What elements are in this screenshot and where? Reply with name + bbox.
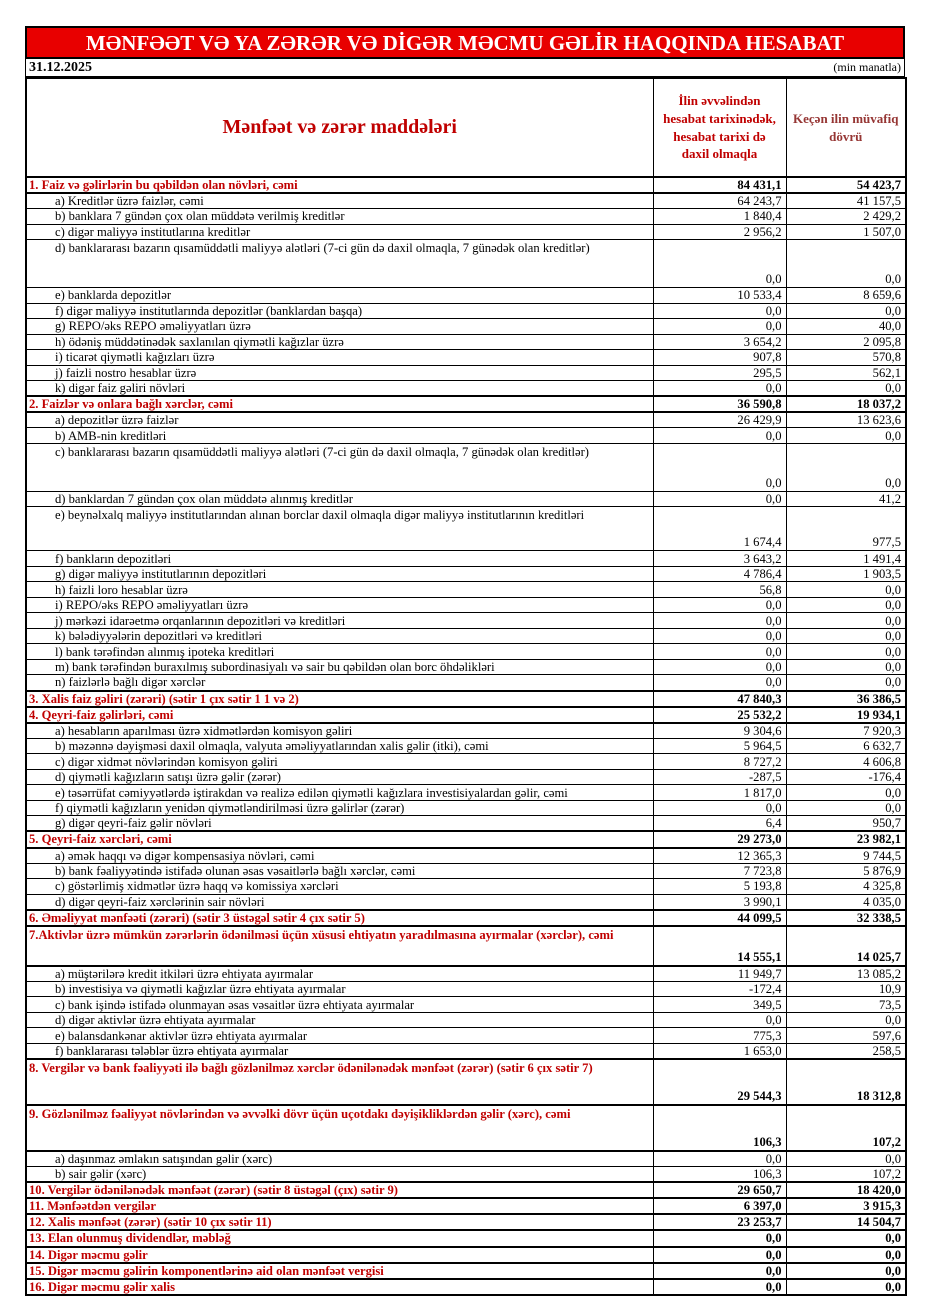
table-row xyxy=(26,981,906,997)
prior-period-value: 0,0 xyxy=(786,443,906,491)
row-label: n) faizlərlə bağlı digər xərclər xyxy=(26,675,653,691)
current-period-value: 1 817,0 xyxy=(653,785,786,801)
current-period-value: 907,8 xyxy=(653,350,786,366)
row-label: f) banklararası tələblər üzrə ehtiyata ayırmalar xyxy=(26,1043,653,1059)
current-period-value: 2 956,2 xyxy=(653,224,786,240)
table-row xyxy=(26,193,906,209)
row-label: a) Kreditlər üzrə faizlər, cəmi xyxy=(26,193,653,209)
table-row xyxy=(26,551,906,567)
row-label: 10. Vergilər ödənilənədək mənfəət (zərər) (sətir 8 üstəgəl (çıx) sətir 9) xyxy=(26,1182,653,1198)
row-label: b) banklara 7 gündən çox olan müddətə verilmiş kreditlər xyxy=(26,209,653,225)
row-label: 9. Gözlənilməz fəaliyyət növlərindən və əvvəlki dövr üçün uçotdakı dəyişikliklərdən gəlir (xərc), cəmi xyxy=(26,1105,653,1151)
current-period-value: 3 990,1 xyxy=(653,894,786,910)
items-column-header: Mənfəət və zərər maddələri xyxy=(26,78,653,177)
table-row xyxy=(26,966,906,982)
table-row xyxy=(26,1059,906,1105)
prior-period-value: 597,6 xyxy=(786,1028,906,1044)
table-row xyxy=(26,879,906,895)
row-label: l) bank tərəfindən alınmış ipoteka kreditləri xyxy=(26,644,653,660)
current-period-value: 12 365,3 xyxy=(653,848,786,864)
row-label: 8. Vergilər və bank fəaliyyəti ilə bağlı gözlənilməz xərclər ödənilənədək mənfəət (zərər) (sətir 6 çıx sətir 7) xyxy=(26,1059,653,1105)
table-row xyxy=(26,1182,906,1198)
report-table-body xyxy=(26,177,906,1295)
current-period-value: 0,0 xyxy=(653,319,786,335)
row-label: c) göstərlimiş xidmətlər üzrə haqq və komissiya xərcləri xyxy=(26,879,653,895)
current-period-value: 9 304,6 xyxy=(653,723,786,739)
table-row xyxy=(26,303,906,319)
table-row xyxy=(26,381,906,397)
prior-period-value: 0,0 xyxy=(786,1263,906,1279)
table-row xyxy=(26,644,906,660)
current-period-value: 29 650,7 xyxy=(653,1182,786,1198)
current-period-value: 64 243,7 xyxy=(653,193,786,209)
table-row xyxy=(26,863,906,879)
table-row xyxy=(26,177,906,193)
prior-period-value: 0,0 xyxy=(786,1247,906,1263)
table-row xyxy=(26,428,906,444)
current-period-value: 47 840,3 xyxy=(653,691,786,707)
current-period-value: 0,0 xyxy=(653,800,786,816)
prior-period-value: 10,9 xyxy=(786,981,906,997)
row-label: i) ticarət qiymətli kağızları üzrə xyxy=(26,350,653,366)
current-period-value: 8 727,2 xyxy=(653,754,786,770)
row-label: h) ödəniş müddətinədək saxlanılan qiymətli kağızlar üzrə xyxy=(26,334,653,350)
unit-note: (min manatla) xyxy=(833,60,901,74)
row-label: 6. Əməliyyat mənfəəti (zərəri) (sətir 3 üstəgəl sətir 4 çıx sətir 5) xyxy=(26,910,653,926)
prior-period-value: 0,0 xyxy=(786,381,906,397)
prior-period-value: 19 934,1 xyxy=(786,707,906,723)
current-period-value: 11 949,7 xyxy=(653,966,786,982)
table-row xyxy=(26,754,906,770)
table-row xyxy=(26,597,906,613)
current-period-value: 44 099,5 xyxy=(653,910,786,926)
current-period-value: 106,3 xyxy=(653,1167,786,1183)
row-label: f) bankların depozitləri xyxy=(26,551,653,567)
prior-period-value: 23 982,1 xyxy=(786,831,906,847)
table-row xyxy=(26,691,906,707)
prior-period-value: 0,0 xyxy=(786,582,906,598)
table-row xyxy=(26,334,906,350)
report-meta-row xyxy=(25,59,905,77)
row-label: d) qiymətli kağızların satışı üzrə gəlir (zərər) xyxy=(26,769,653,785)
prior-period-value: 9 744,5 xyxy=(786,848,906,864)
prior-period-value: 0,0 xyxy=(786,1230,906,1246)
prior-period-value: 0,0 xyxy=(786,428,906,444)
table-row xyxy=(26,723,906,739)
current-period-value: 0,0 xyxy=(653,597,786,613)
current-period-value: 10 533,4 xyxy=(653,288,786,304)
row-label: d) digər aktivlər üzrə ehtiyata ayırmalar xyxy=(26,1012,653,1028)
table-row xyxy=(26,848,906,864)
row-label: 13. Elan olunmuş dividendlər, məbləğ xyxy=(26,1230,653,1246)
current-period-value: -172,4 xyxy=(653,981,786,997)
prior-period-value: 6 632,7 xyxy=(786,738,906,754)
current-period-value: 5 964,5 xyxy=(653,738,786,754)
row-label: a) hesabların aparılması üzrə xidmətlərdən komisyon gəliri xyxy=(26,723,653,739)
prior-period-value: 18 037,2 xyxy=(786,396,906,412)
row-label: g) digər qeyri-faiz gəlir növləri xyxy=(26,816,653,832)
table-row xyxy=(26,1028,906,1044)
current-period-value: 7 723,8 xyxy=(653,863,786,879)
row-label: j) faizli nostro hesablar üzrə xyxy=(26,365,653,381)
current-period-value: 0,0 xyxy=(653,428,786,444)
current-period-value: 6,4 xyxy=(653,816,786,832)
row-label: j) mərkəzi idarəetmə orqanlarının depozitləri və kreditləri xyxy=(26,613,653,629)
current-period-value: 36 590,8 xyxy=(653,396,786,412)
row-label: d) banklardan 7 gündən çox olan müddətə alınmış kreditlər xyxy=(26,491,653,507)
prior-period-value: 8 659,6 xyxy=(786,288,906,304)
prior-period-value: 107,2 xyxy=(786,1105,906,1151)
row-label: a) əmək haqqı və digər kompensasiya növləri, cəmi xyxy=(26,848,653,864)
current-period-value: 295,5 xyxy=(653,365,786,381)
prior-period-value: 1 491,4 xyxy=(786,551,906,567)
prior-period-value: 0,0 xyxy=(786,240,906,288)
current-period-value: 0,0 xyxy=(653,381,786,397)
row-label: 3. Xalis faiz gəliri (zərəri) (sətir 1 çıx sətir 1 1 və 2) xyxy=(26,691,653,707)
row-label: e) beynəlxalq maliyyə institutlarından alınan borclar daxil olmaqla digər maliyyə institutlarının kreditləri xyxy=(26,507,653,551)
prior-period-value: 0,0 xyxy=(786,644,906,660)
current-period-value: 23 253,7 xyxy=(653,1214,786,1230)
row-label: 5. Qeyri-faiz xərcləri, cəmi xyxy=(26,831,653,847)
table-row xyxy=(26,707,906,723)
current-period-value: 29 544,3 xyxy=(653,1059,786,1105)
table-row xyxy=(26,1167,906,1183)
table-row xyxy=(26,1043,906,1059)
current-period-value: 0,0 xyxy=(653,1279,786,1295)
current-period-value: 0,0 xyxy=(653,1247,786,1263)
row-label: c) digər xidmət növlərindən komisyon gəliri xyxy=(26,754,653,770)
prior-period-value: 0,0 xyxy=(786,597,906,613)
prior-period-column-header: Keçən ilin müvafiq dövrü xyxy=(786,78,906,177)
prior-period-value: 18 312,8 xyxy=(786,1059,906,1105)
table-row xyxy=(26,412,906,428)
row-label: 1. Faiz və gəlirlərin bu qəbildən olan növləri, cəmi xyxy=(26,177,653,193)
current-period-value: 0,0 xyxy=(653,659,786,675)
table-row xyxy=(26,1012,906,1028)
table-row xyxy=(26,613,906,629)
prior-period-value: 7 920,3 xyxy=(786,723,906,739)
prior-period-value: 0,0 xyxy=(786,628,906,644)
row-label: g) REPO/əks REPO əməliyyatları üzrə xyxy=(26,319,653,335)
prior-period-value: 0,0 xyxy=(786,659,906,675)
prior-period-value: 4 606,8 xyxy=(786,754,906,770)
row-label: b) məzənnə dəyişməsi daxil olmaqla, valyuta əməliyyatlarından xalis gəlir (itki), cəmi xyxy=(26,738,653,754)
current-period-value: 6 397,0 xyxy=(653,1198,786,1214)
row-label: d) digər qeyri-faiz xərclərinin sair növləri xyxy=(26,894,653,910)
row-label: c) banklararası bazarın qısamüddətli maliyyə alətləri (7-ci gün də daxil olmaqla, 7 günədək olan kreditlər) xyxy=(26,443,653,491)
current-period-value: 0,0 xyxy=(653,443,786,491)
prior-period-value: 14 504,7 xyxy=(786,1214,906,1230)
table-row xyxy=(26,1230,906,1246)
table-row xyxy=(26,659,906,675)
row-label: g) digər maliyyə institutlarının depozitləri xyxy=(26,566,653,582)
current-period-value: 0,0 xyxy=(653,675,786,691)
row-label: k) digər faiz gəliri növləri xyxy=(26,381,653,397)
table-row xyxy=(26,224,906,240)
table-row xyxy=(26,1198,906,1214)
table-row xyxy=(26,582,906,598)
row-label: b) AMB-nin kreditləri xyxy=(26,428,653,444)
table-row xyxy=(26,288,906,304)
current-period-value: 0,0 xyxy=(653,644,786,660)
table-row xyxy=(26,816,906,832)
row-label: 14. Digər məcmu gəlir xyxy=(26,1247,653,1263)
table-row xyxy=(26,997,906,1013)
current-period-value: 1 653,0 xyxy=(653,1043,786,1059)
prior-period-value: 40,0 xyxy=(786,319,906,335)
prior-period-value: 950,7 xyxy=(786,816,906,832)
prior-period-value: 54 423,7 xyxy=(786,177,906,193)
current-period-value: 3 643,2 xyxy=(653,551,786,567)
row-label: b) sair gəlir (xərc) xyxy=(26,1167,653,1183)
prior-period-value: 41,2 xyxy=(786,491,906,507)
prior-period-value: 0,0 xyxy=(786,1279,906,1295)
table-row xyxy=(26,785,906,801)
prior-period-value: 2 429,2 xyxy=(786,209,906,225)
table-row xyxy=(26,240,906,288)
table-row xyxy=(26,396,906,412)
table-row xyxy=(26,1279,906,1295)
current-period-value: 26 429,9 xyxy=(653,412,786,428)
current-period-value: 4 786,4 xyxy=(653,566,786,582)
current-period-value: 29 273,0 xyxy=(653,831,786,847)
table-row xyxy=(26,800,906,816)
prior-period-value: 2 095,8 xyxy=(786,334,906,350)
current-period-value: -287,5 xyxy=(653,769,786,785)
row-label: 7.Aktivlər üzrə mümkün zərərlərin ödənilməsi üçün xüsusi ehtiyatın yaradılmasına ayırmalar (xərclər), cəmi xyxy=(26,926,653,966)
current-period-value: 14 555,1 xyxy=(653,926,786,966)
current-period-value: 5 193,8 xyxy=(653,879,786,895)
row-label: c) digər maliyyə institutlarına kreditlər xyxy=(26,224,653,240)
prior-period-value: 0,0 xyxy=(786,800,906,816)
prior-period-value: 73,5 xyxy=(786,997,906,1013)
table-row xyxy=(26,1247,906,1263)
row-label: 12. Xalis mənfəət (zərər) (sətir 10 çıx sətir 11) xyxy=(26,1214,653,1230)
current-period-value: 349,5 xyxy=(653,997,786,1013)
row-label: c) bank işində istifadə olunmayan əsas vəsaitlər üzrə ehtiyata ayırmalar xyxy=(26,997,653,1013)
table-row xyxy=(26,628,906,644)
row-label: e) banklarda depozitlər xyxy=(26,288,653,304)
current-period-value: 775,3 xyxy=(653,1028,786,1044)
prior-period-value: 258,5 xyxy=(786,1043,906,1059)
current-period-value: 25 532,2 xyxy=(653,707,786,723)
prior-period-value: 3 915,3 xyxy=(786,1198,906,1214)
prior-period-value: 4 035,0 xyxy=(786,894,906,910)
row-label: b) bank fəaliyyətində istifadə olunan əsas vəsaitlərlə bağlı xərclər, cəmi xyxy=(26,863,653,879)
report-date: 31.12.2025 xyxy=(29,59,92,75)
prior-period-value: 32 338,5 xyxy=(786,910,906,926)
row-label: m) bank tərəfindən buraxılmış subordinasiyalı və sair bu qəbildən olan borc öhdəlikləri xyxy=(26,659,653,675)
prior-period-value: 570,8 xyxy=(786,350,906,366)
table-row xyxy=(26,443,906,491)
prior-period-value: 0,0 xyxy=(786,303,906,319)
current-period-value: 0,0 xyxy=(653,240,786,288)
prior-period-value: 0,0 xyxy=(786,613,906,629)
table-row xyxy=(26,675,906,691)
table-row xyxy=(26,507,906,551)
report-title-banner xyxy=(25,26,905,59)
current-period-value: 1 674,4 xyxy=(653,507,786,551)
current-period-value: 0,0 xyxy=(653,613,786,629)
prior-period-value: 107,2 xyxy=(786,1167,906,1183)
row-label: 16. Digər məcmu gəlir xalis xyxy=(26,1279,653,1295)
prior-period-value: 36 386,5 xyxy=(786,691,906,707)
current-period-value: 0,0 xyxy=(653,491,786,507)
row-label: d) banklararası bazarın qısamüddətli maliyyə alətləri (7-ci gün də daxil olmaqla, 7 günədək olan kreditlər) xyxy=(26,240,653,288)
current-period-value: 0,0 xyxy=(653,1012,786,1028)
prior-period-value: 0,0 xyxy=(786,1012,906,1028)
table-row xyxy=(26,350,906,366)
prior-period-value: 13 085,2 xyxy=(786,966,906,982)
prior-period-value: 4 325,8 xyxy=(786,879,906,895)
row-label: e) balansdankənar aktivlər üzrə ehtiyata ayırmalar xyxy=(26,1028,653,1044)
row-label: 15. Digər məcmu gəlirin komponentlərinə aid olan mənfəət vergisi xyxy=(26,1263,653,1279)
prior-period-value: 13 623,6 xyxy=(786,412,906,428)
current-period-value: 0,0 xyxy=(653,1230,786,1246)
prior-period-value: 1 507,0 xyxy=(786,224,906,240)
prior-period-value: 562,1 xyxy=(786,365,906,381)
row-label: i) REPO/əks REPO əməliyyatları üzrə xyxy=(26,597,653,613)
table-row xyxy=(26,910,906,926)
table-row xyxy=(26,1105,906,1151)
row-label: a) depozitlər üzrə faizlər xyxy=(26,412,653,428)
prior-period-value: 1 903,5 xyxy=(786,566,906,582)
table-row xyxy=(26,566,906,582)
table-row xyxy=(26,831,906,847)
table-row xyxy=(26,209,906,225)
profit-loss-table xyxy=(25,77,907,1296)
current-period-value: 106,3 xyxy=(653,1105,786,1151)
prior-period-value: 0,0 xyxy=(786,785,906,801)
table-row xyxy=(26,1151,906,1167)
row-label: f) digər maliyyə institutlarında depozitlər (banklardan başqa) xyxy=(26,303,653,319)
table-row xyxy=(26,365,906,381)
row-label: a) müştərilərə kredit itkiləri üzrə ehtiyata ayırmalar xyxy=(26,966,653,982)
table-row xyxy=(26,894,906,910)
current-period-value: 0,0 xyxy=(653,628,786,644)
table-header-row xyxy=(26,78,906,177)
prior-period-value: -176,4 xyxy=(786,769,906,785)
prior-period-value: 0,0 xyxy=(786,675,906,691)
prior-period-value: 41 157,5 xyxy=(786,193,906,209)
prior-period-value: 0,0 xyxy=(786,1151,906,1167)
row-label: f) qiymətli kağızların yenidən qiymətləndirilməsi üzrə gəlirlər (zərər) xyxy=(26,800,653,816)
current-period-value: 0,0 xyxy=(653,303,786,319)
row-label: e) təsərrüfat cəmiyyətlərdə iştirakdan və realizə edilən qiymətli kağızlara investisiyalardan gəlir, cəmi xyxy=(26,785,653,801)
table-row xyxy=(26,1263,906,1279)
table-row xyxy=(26,491,906,507)
row-label: 11. Mənfəətdən vergilər xyxy=(26,1198,653,1214)
current-period-value: 0,0 xyxy=(653,1151,786,1167)
prior-period-value: 5 876,9 xyxy=(786,863,906,879)
row-label: b) investisiya və qiymətli kağızlar üzrə ehtiyata ayırmalar xyxy=(26,981,653,997)
current-period-value: 3 654,2 xyxy=(653,334,786,350)
current-period-value: 0,0 xyxy=(653,1263,786,1279)
table-row xyxy=(26,926,906,966)
current-period-value: 84 431,1 xyxy=(653,177,786,193)
prior-period-value: 18 420,0 xyxy=(786,1182,906,1198)
table-row xyxy=(26,738,906,754)
table-row xyxy=(26,769,906,785)
prior-period-value: 977,5 xyxy=(786,507,906,551)
row-label: 2. Faizlər və onlara bağlı xərclər, cəmi xyxy=(26,396,653,412)
report-title: MƏNFƏƏT VƏ YA ZƏRƏR VƏ DİGƏR MƏCMU GƏLİR HAQQINDA HESABAT xyxy=(85,31,845,55)
table-row xyxy=(26,1214,906,1230)
current-period-value: 56,8 xyxy=(653,582,786,598)
current-period-column-header: İlin əvvəlindən hesabat tarixinədək, hesabat tarixi də daxil olmaqla xyxy=(653,78,786,177)
prior-period-value: 14 025,7 xyxy=(786,926,906,966)
row-label: h) faizli loro hesablar üzrə xyxy=(26,582,653,598)
current-period-value: 1 840,4 xyxy=(653,209,786,225)
row-label: 4. Qeyri-faiz gəlirləri, cəmi xyxy=(26,707,653,723)
row-label: a) daşınmaz əmlakın satışından gəlir (xərc) xyxy=(26,1151,653,1167)
row-label: k) bələdiyyələrin depozitləri və kreditləri xyxy=(26,628,653,644)
table-row xyxy=(26,319,906,335)
